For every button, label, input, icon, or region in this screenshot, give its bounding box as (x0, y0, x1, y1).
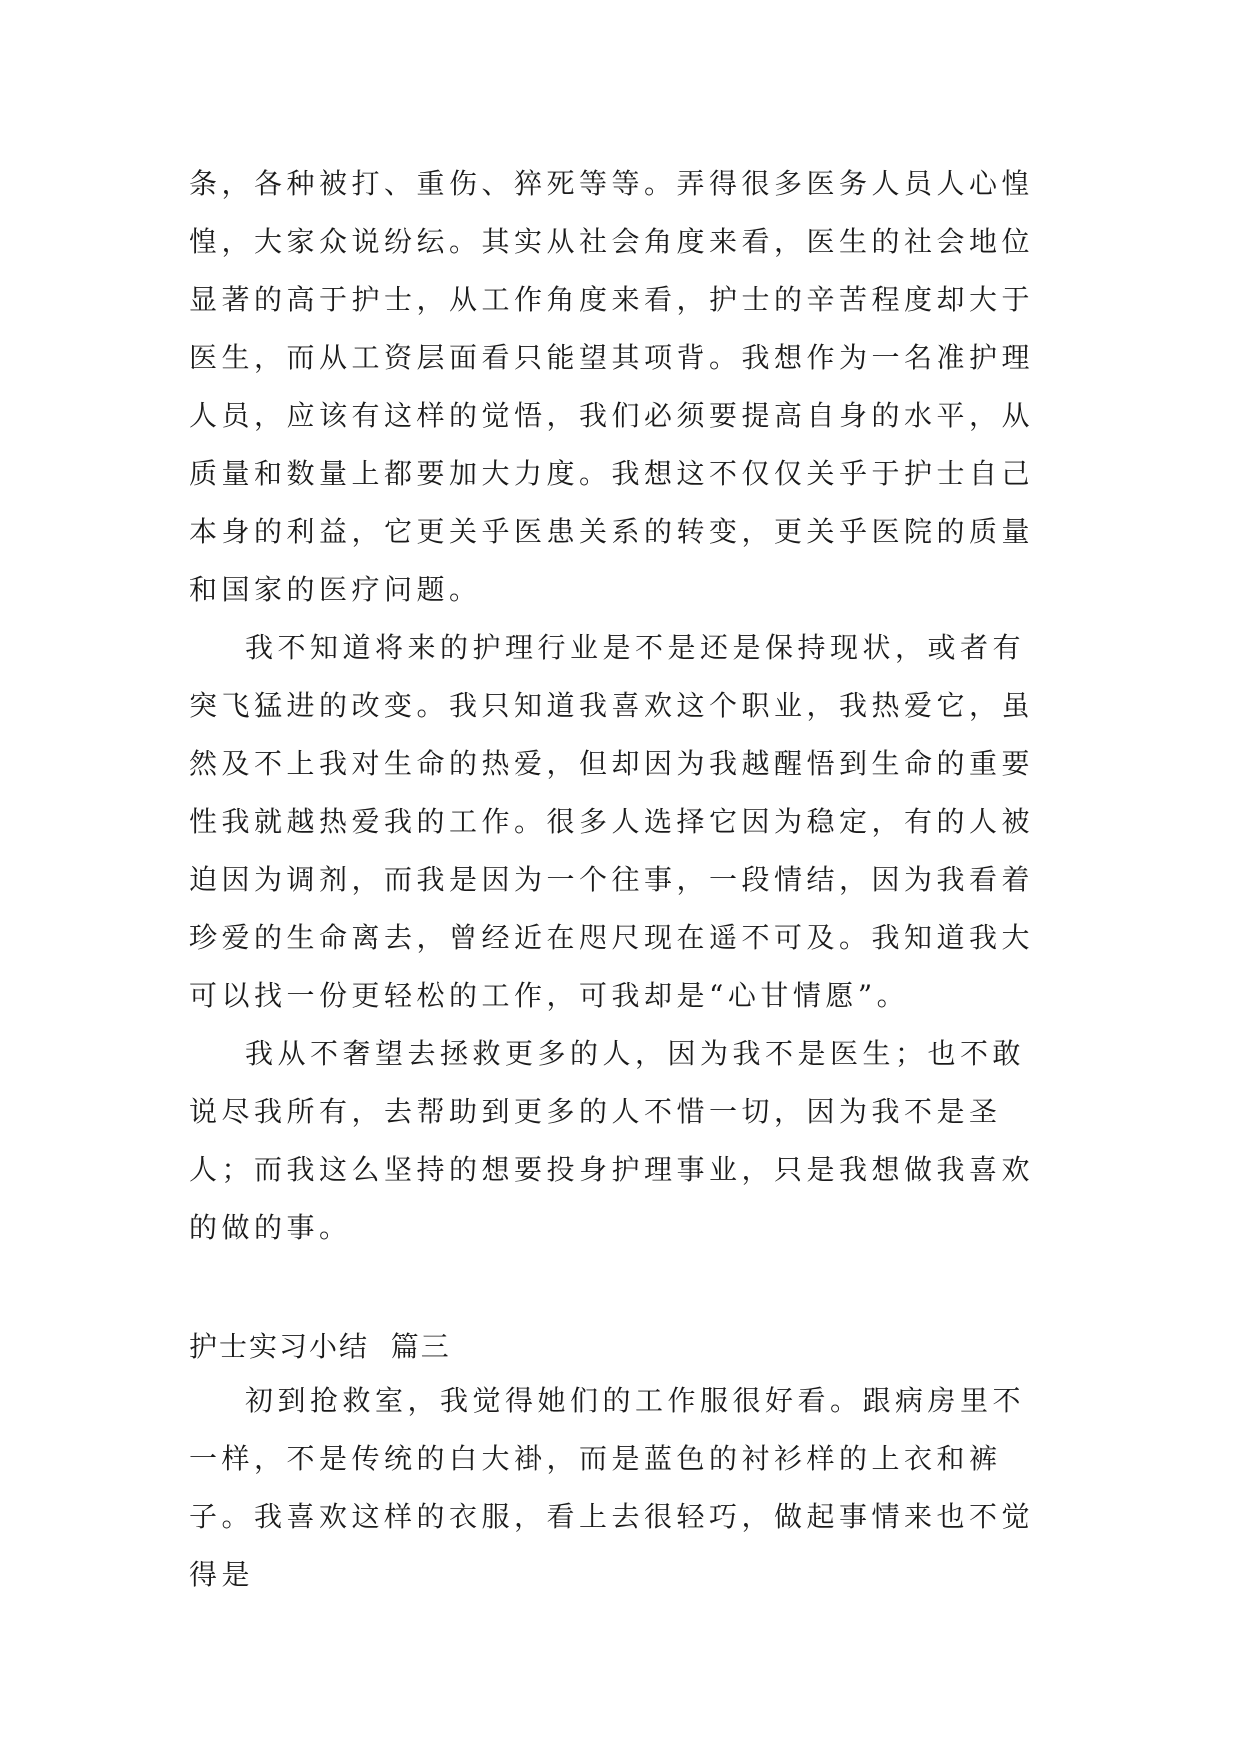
section-heading: 护士实习小结 篇三 (189, 1330, 451, 1363)
paragraph: 我不知道将来的护理行业是不是还是保持现状，或者有突飞猛进的改变。我只知道我喜欢这个职业，我热爱它，虽然及不上我对生命的热爱，但却因为我越醒悟到生命的重要性我就越热爱我的工作。很多人选择它因为稳定，有的人被迫因为调剂，而我是因为一个往事，一段情结，因为我看着珍爱的生命离去，曾经近在咫尺现在遥不可及。我知道我大可以找一份更轻松的工作，可我却是“心甘情愿”。 (189, 631, 1035, 1012)
paragraph: 条，各种被打、重伤、猝死等等。弄得很多医务人员人心惶惶，大家众说纷纭。其实从社会角度来看，医生的社会地位显著的高于护士，从工作角度来看，护士的辛苦程度却大于医生，而从工资层面看只能望其项背。我想作为一名准护理人员，应该有这样的觉悟，我们必须要提高自身的水平，从质量和数量上都要加大力度。我想这不仅仅关乎于护士自己本身的利益，它更关乎医患关系的转变，更关乎医院的质量和国家的医疗问题。 (189, 167, 1035, 606)
paragraph: 我从不奢望去拯救更多的人，因为我不是医生；也不敢说尽我所有，去帮助到更多的人不惜一切，因为我不是圣人；而我这么坚持的想要投身护理事业，只是我想做我喜欢的做的事。 (189, 1037, 1035, 1244)
body-text-before-heading (189, 155, 1049, 1257)
paragraph: 初到抢救室，我觉得她们的工作服很好看。跟病房里不一样，不是传统的白大褂，而是蓝色的衬衫样的上衣和裤子。我喜欢这样的衣服，看上去很轻巧，做起事情来也不觉得是 (189, 1384, 1035, 1591)
body-text-after-heading (189, 1372, 1049, 1604)
